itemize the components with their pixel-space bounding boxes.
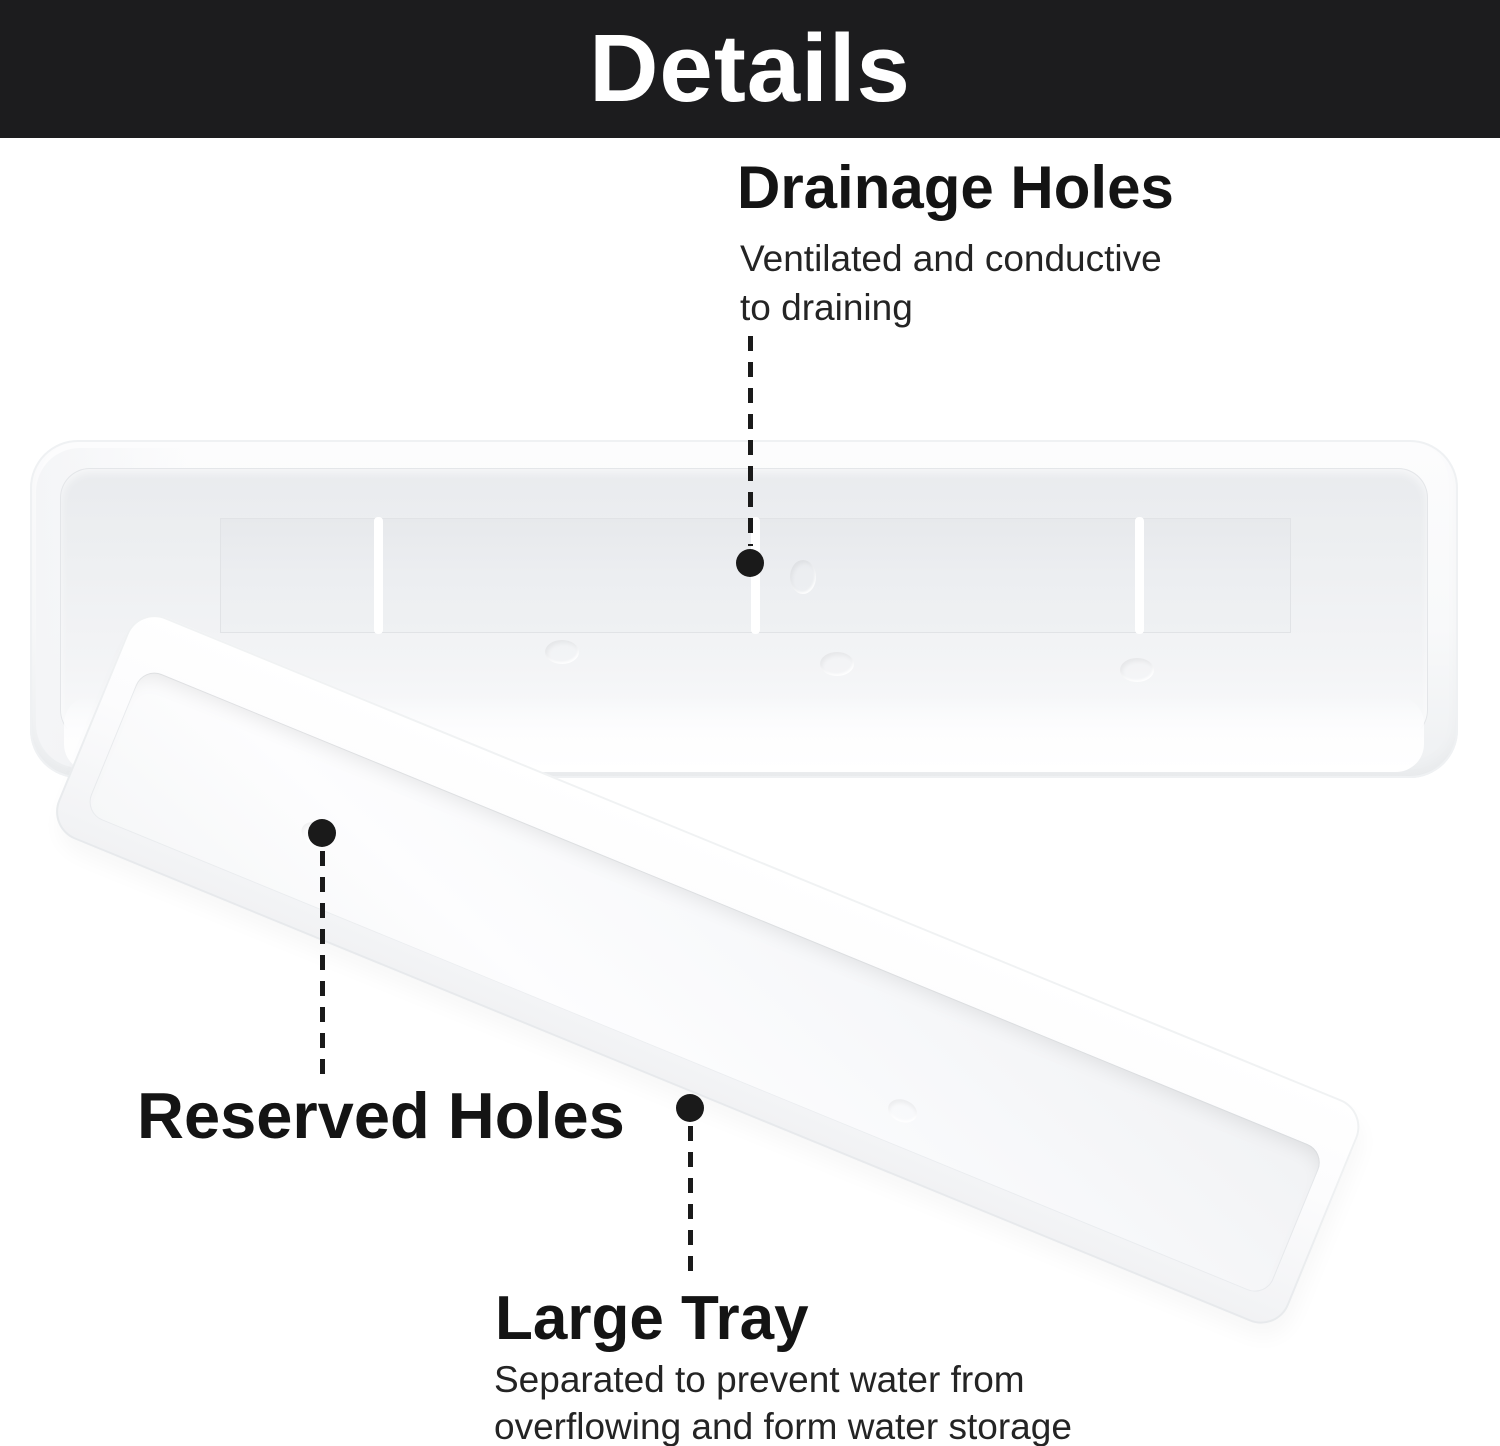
callout-description-line: overflowing and form water storage (494, 1406, 1072, 1446)
drainage-hole-dimple (545, 640, 579, 664)
callout-description-line: to draining (740, 287, 913, 328)
callout-dot-icon (736, 549, 764, 577)
drainage-hole-dimple (1120, 658, 1154, 682)
callout-title: Drainage Holes (737, 154, 1174, 221)
drainage-slot (374, 517, 383, 634)
callout-description (494, 1356, 1072, 1446)
callout-title: Reserved Holes (137, 1079, 625, 1152)
callout-description-line: Ventilated and conductive (740, 238, 1162, 279)
callout-description (740, 234, 1162, 332)
callout-dashed-line-icon (688, 1126, 693, 1281)
drainage-slot (1135, 517, 1144, 634)
page-title: Details (589, 15, 911, 122)
callout-dashed-line-icon (748, 336, 753, 546)
drainage-hole-dimple (790, 560, 816, 594)
callout-description-line: Separated to prevent water from (494, 1359, 1025, 1400)
callout-dot-icon (308, 819, 336, 847)
drainage-hole-dimple (820, 652, 854, 676)
callout-title: Large Tray (495, 1284, 809, 1353)
callout-dot-icon (676, 1094, 704, 1122)
callout-dashed-line-icon (320, 851, 325, 1079)
